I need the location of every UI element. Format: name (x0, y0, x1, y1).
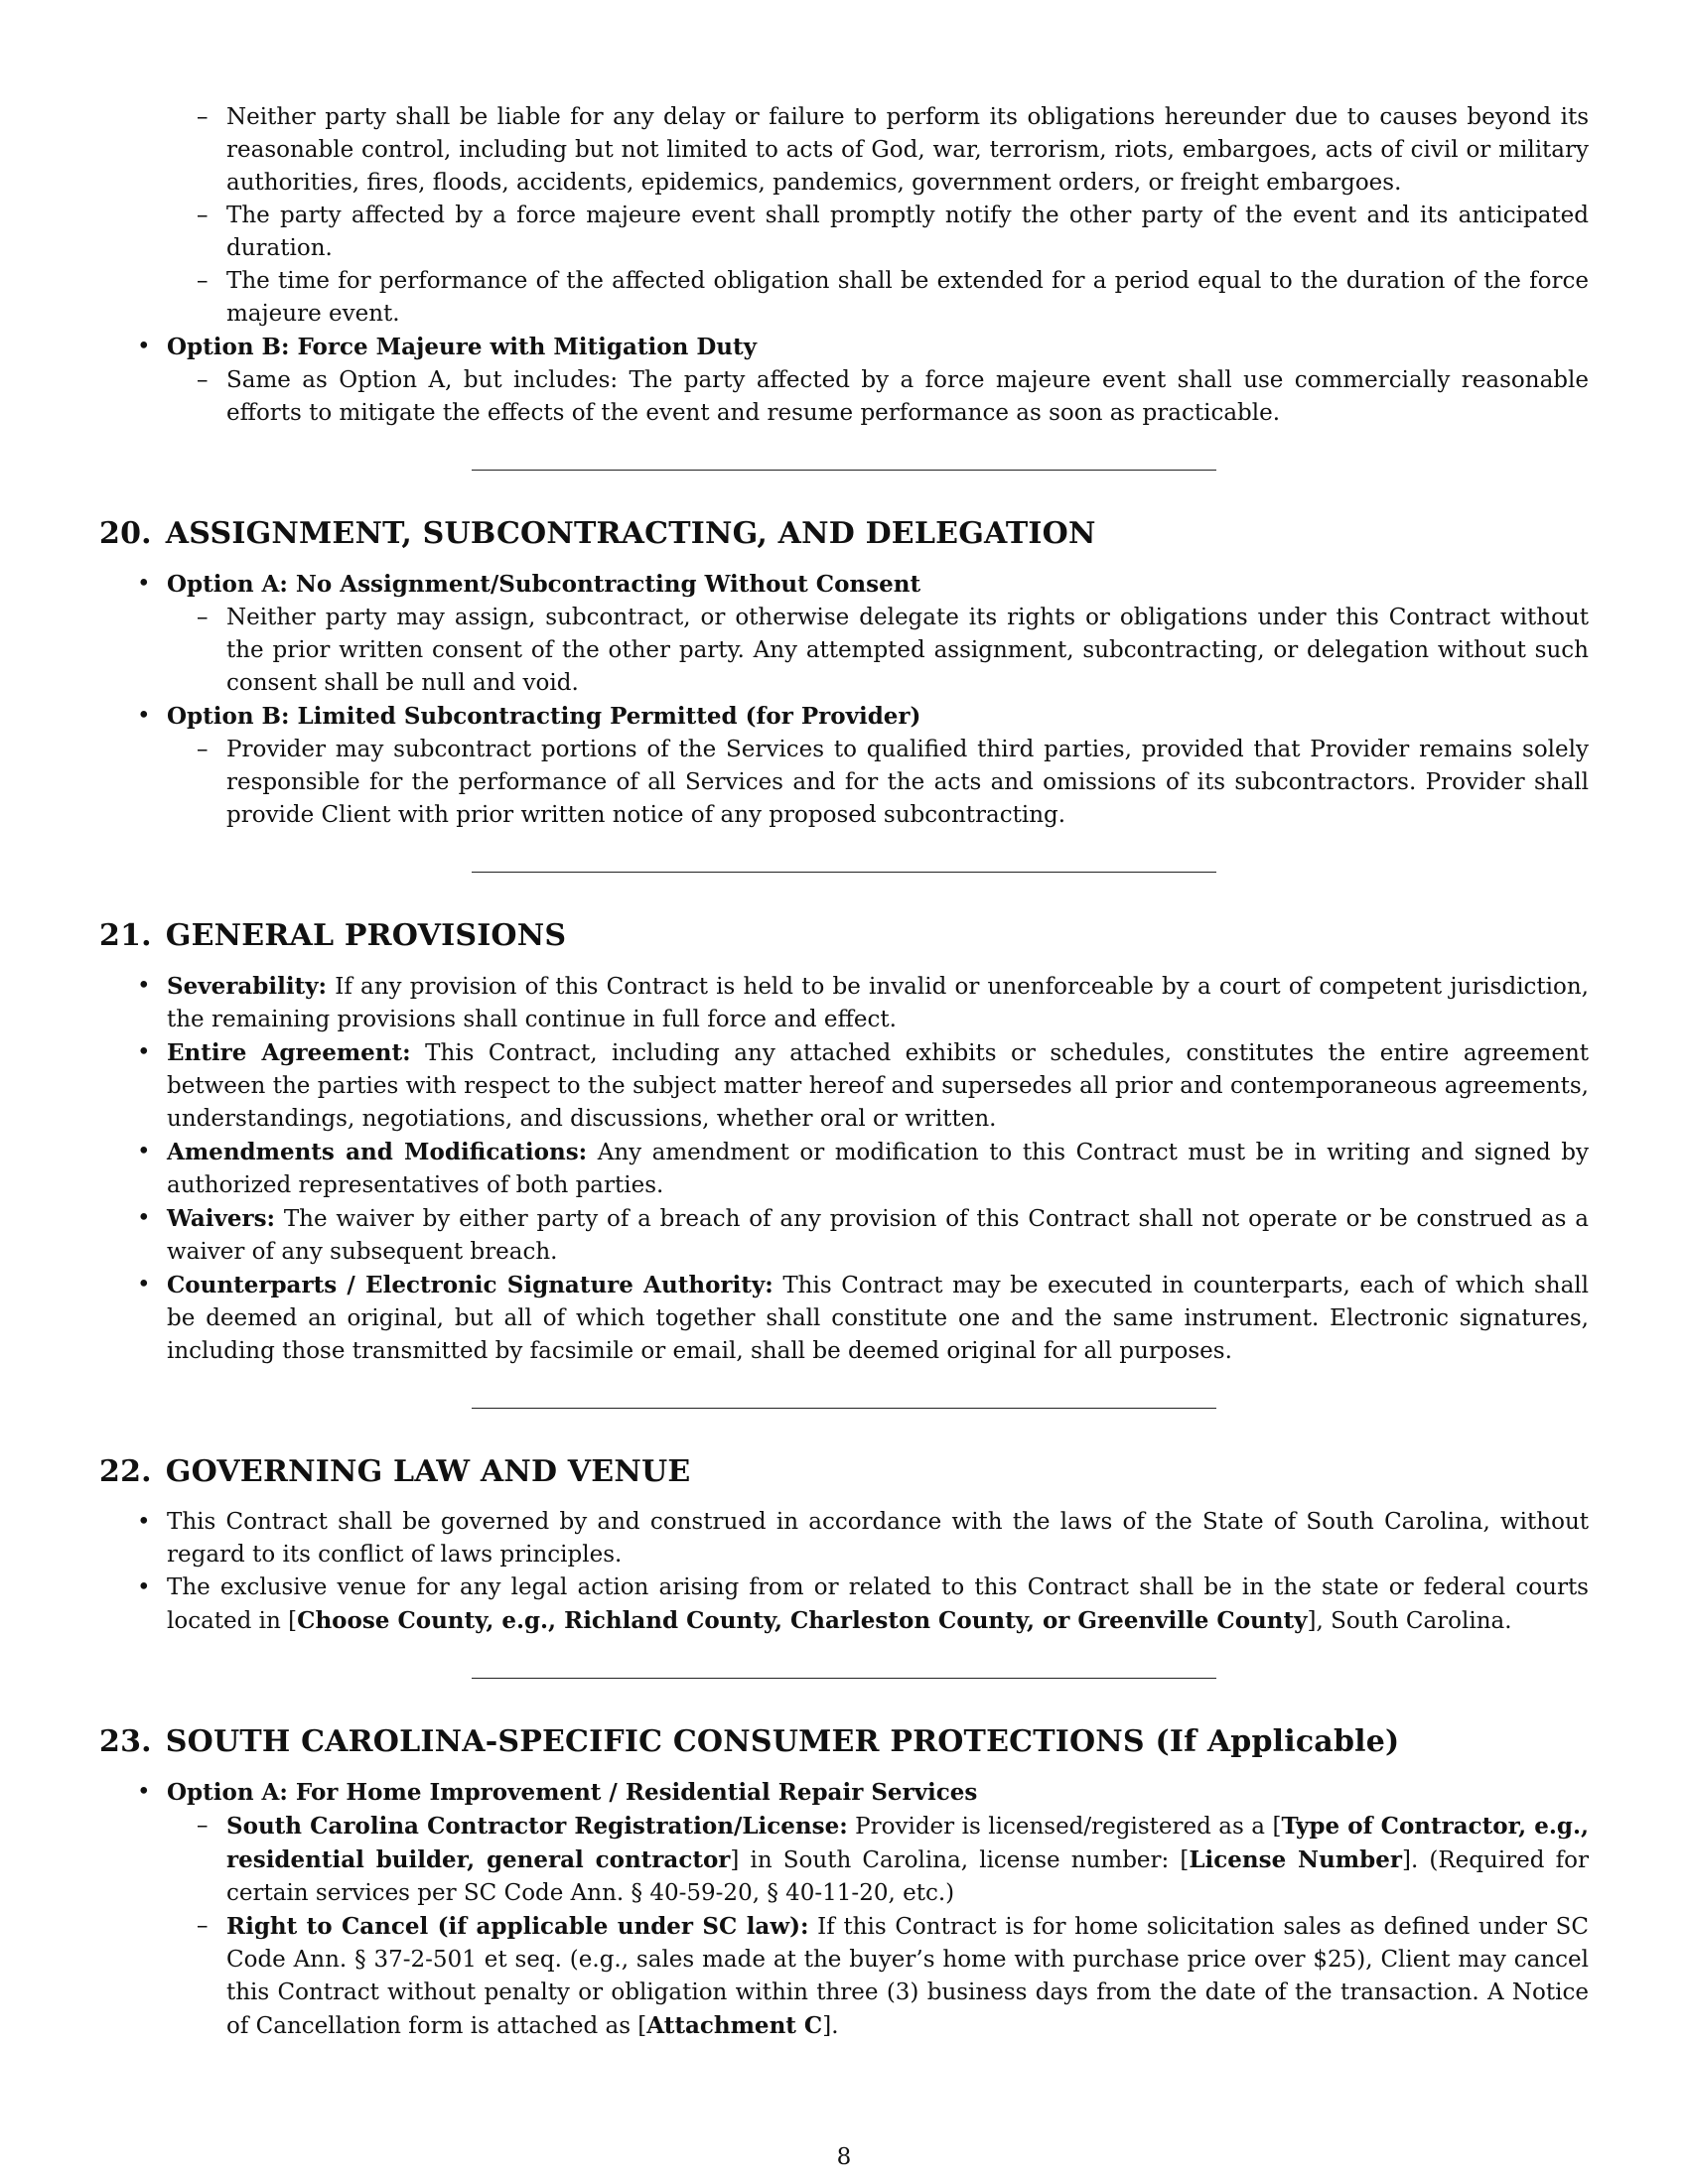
option-title: Option B: Limited Subcontracting Permitted (for Provider) (167, 703, 921, 730)
option-b-list (167, 734, 1589, 832)
list-item: – Neither party shall be liable for any delay or failure to perform its obligations hereunder due to causes beyond its reasonable control, including but not limited to acts of God, war, terrorism, riots, embargoes, acts of civil or military authorities, fires, floods, accidents, epidemics, pandemics, government orders, or freight embargoes. (167, 101, 1589, 200)
list-item: – Same as Option A, but includes: The party affected by a force majeure event shall use commercially reasonable efforts to mitigate the effects of the event and resume performance as soon as practicable. (167, 364, 1589, 430)
section-heading-23: 23. SOUTH CAROLINA-SPECIFIC CONSUMER PROTECTIONS (If Applicable) (99, 1724, 1400, 1759)
list-item: • Amendments and Modifications: Any amendment or modification to this Contract must be in writing and signed by authorized representatives of both parties. (99, 1136, 1589, 1202)
option-title: Option B: Force Majeure with Mitigation Duty (167, 334, 757, 360)
option-title: Option A: For Home Improvement / Residential Repair Services (167, 1779, 978, 1806)
force-majeure-options (99, 331, 1589, 430)
option-a-list (167, 1810, 1589, 2043)
list-item: • This Contract shall be governed by and construed in accordance with the laws of the State of South Carolina, without regard to its conflict of laws principles. (99, 1506, 1589, 1571)
section-23-options (99, 1776, 1589, 2043)
list-item: – The party affected by a force majeure event shall promptly notify the other party of the event and its anticipated duration. (167, 200, 1589, 265)
list-item: – South Carolina Contractor Registration/License: Provider is licensed/registered as a [Type of Contractor, e.g., residential builder, general contractor] in South Carolina, license number: [License Number]. (Required for certain services per SC Code Ann. § 40-59-20, § 40-11-20, etc.) (167, 1810, 1589, 1910)
section-divider (472, 872, 1216, 873)
section-heading-20: 20. ASSIGNMENT, SUBCONTRACTING, AND DELEGATION (99, 516, 1096, 551)
option-a (99, 1776, 1589, 2043)
governing-law-list (99, 1506, 1589, 1638)
list-item: • Entire Agreement: This Contract, including any attached exhibits or schedules, constitutes the entire agreement between the parties with respect to the subject matter hereof and supersedes all prior and contemporaneous agreements, understandings, negotiations, and discussions, whether oral or written. (99, 1036, 1589, 1136)
list-item: – Right to Cancel (if applicable under SC law): If this Contract is for home solicitation sales as defined under SC Code Ann. § 37-2-501 et seq. (e.g., sales made at the buyer’s home with purchase price over $25), Client may cancel this Contract without penalty or obligation within three (3) business days from the date of the transaction. A Notice of Cancellation form is attached as [Attachment C]. (167, 1910, 1589, 2043)
section-divider (472, 1678, 1216, 1679)
option-title: Option A: No Assignment/Subcontracting Without Consent (167, 571, 921, 598)
force-majeure-option-a-list (99, 101, 1589, 331)
option-b (99, 331, 1589, 430)
option-b (99, 700, 1589, 832)
section-divider (472, 470, 1216, 471)
section-divider (472, 1408, 1216, 1409)
list-item: – Neither party may assign, subcontract, or otherwise delegate its rights or obligations under this Contract without the prior written consent of the other party. Any attempted assignment, subcontracting, or delegation without such consent shall be null and void. (167, 602, 1589, 700)
section-20-options (99, 568, 1589, 832)
section-heading-21: 21. GENERAL PROVISIONS (99, 918, 567, 953)
list-item: • Waivers: The waiver by either party of a breach of any provision of this Contract shall not operate or be construed as a waiver of any subsequent breach. (99, 1202, 1589, 1269)
list-item: • Severability: If any provision of this Contract is held to be invalid or unenforceable by a court of competent jurisdiction, the remaining provisions shall continue in full force and effect. (99, 970, 1589, 1036)
list-item: • Counterparts / Electronic Signature Authority: This Contract may be executed in counterparts, each of which shall be deemed an original, but all of which together shall constitute one and the same instrument. Electronic signatures, including those transmitted by facsimile or email, shall be deemed original for all purposes. (99, 1269, 1589, 1368)
list-item: – Provider may subcontract portions of the Services to qualified third parties, provided that Provider remains solely responsible for the performance of all Services and for the acts and omissions of its subcontractors. Provider shall provide Client with prior written notice of any proposed subcontracting. (167, 734, 1589, 832)
list-item: • The exclusive venue for any legal action arising from or related to this Contract shall be in the state or federal courts located in [Choose County, e.g., Richland County, Charleston County, or Greenville County], South Carolina. (99, 1571, 1589, 1638)
option-a-list (167, 602, 1589, 700)
page-number: 8 (836, 2144, 852, 2170)
general-provisions-list (99, 970, 1589, 1368)
page-content (99, 101, 1589, 2043)
section-heading-22: 22. GOVERNING LAW AND VENUE (99, 1454, 691, 1489)
option-a (99, 568, 1589, 700)
list-item: – The time for performance of the affected obligation shall be extended for a period equal to the duration of the force majeure event. (167, 265, 1589, 331)
option-b-list (167, 364, 1589, 430)
